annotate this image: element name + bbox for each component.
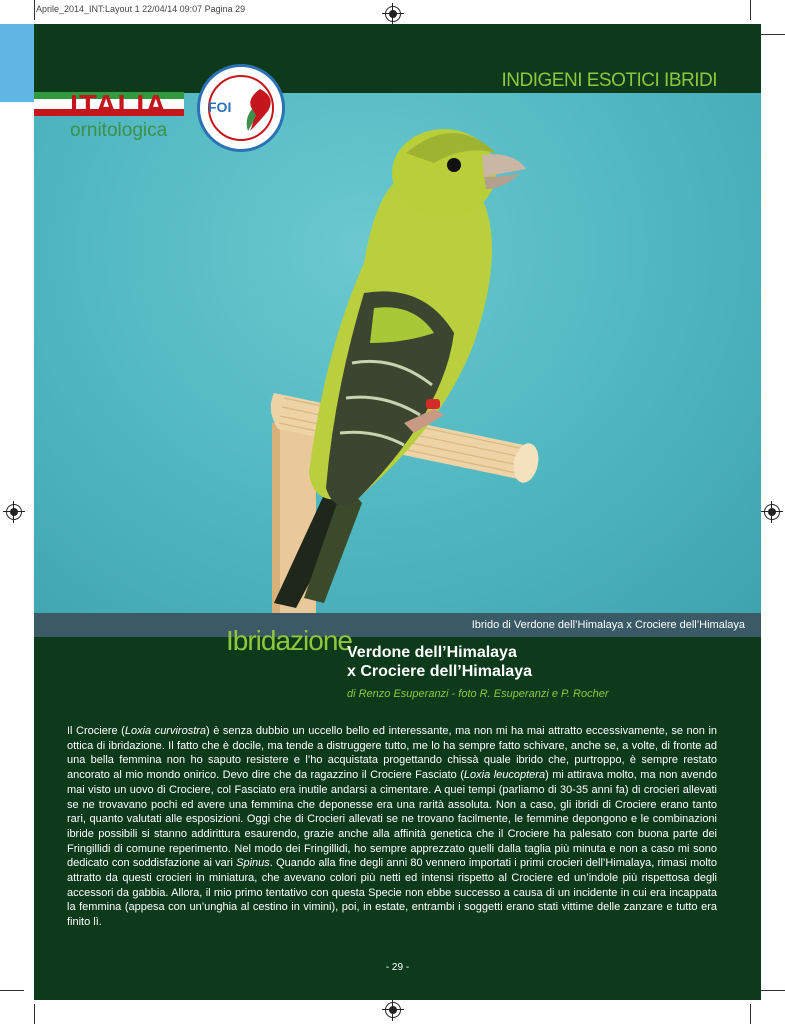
registration-mark-icon <box>385 1002 401 1018</box>
headline-line-2: x Crociere dell’Himalaya <box>347 663 532 680</box>
scientific-name: Spinus <box>236 857 270 870</box>
scientific-name: Loxia leucoptera <box>463 769 546 782</box>
crop-mark <box>34 0 35 20</box>
article-headline <box>347 643 727 681</box>
registration-mark-icon <box>764 504 780 520</box>
headline-line-1: Verdone dell’Himalaya <box>347 644 517 661</box>
article-body: Il Crociere (Loxia curvirostra) è senza dubbio un uccello bello ed interessante, ma non mi ha mai attratto eccessivamente, se non in ottica di ibridazione. Il fatto che è docile, ma tende a distruggere tutto, me lo ha sempre fatto schivare, anche se, a volte, di fronte ad una bella femmina non ho saputo resistere e l’ho acquistata progettando chissà quale ibrido che, purtroppo, è sempre restato ancorato al mio mondo onirico. Devo dire che da ragazzino il Crociere Fasciato (Loxia leucoptera) mi attirava molto, ma non avendo mai visto un uovo di Crociere, col Fasciato era inutile andarsi a cimentare. A quei tempi (parliamo di 30-35 anni fa) di crocieri allevati se ne trovavano pochi ed avere una femmina che deponesse era una rarità assoluta. Non a caso, gli ibridi di Crociere erano tanto rari, quanto valutati alle esposizioni. Oggi che di Crocieri allevati se ne trovano facilmente, le femmine depongono e le combinazioni ibride possibili si stanno addirittura esaurendo, grazie anche alla affinità genetica che il Crociere ha palesato con buona parte dei Fringillidi di comune reperimento. Nel modo dei Fringillidi, ho sempre apprezzato quelli dalla taglia più minuta e non a caso mi sono dedicato con soddisfazione ai vari Spinus. Quando alla fine degli anni 80 vennero importati i primi crocieri dell’Himalaya, rimasi molto attratto da questi crocieri in miniatura, che avevano colori più netti ed intensi rispetto al Crociere ed un’indole più rispettosa degli accessori da gabbia. Allora, il mio primo tentativo con questa Specie non ebbe successo a causa di un incidente in cui era incappata la femmina (appesa con un’unghia al cestino in vimini), poi, in estate, entrambi i soggetti erano stati vittime delle zanzare e tutto era finito lì. <box>67 725 718 929</box>
bird-eye <box>447 158 461 172</box>
page-number: - 29 - <box>385 962 410 973</box>
section-title: INDIGENI ESOTICI IBRIDI <box>501 70 717 91</box>
bird-photo <box>34 93 761 613</box>
seal-text: FOI <box>208 99 232 115</box>
bird-emblem-icon <box>242 87 276 133</box>
crop-mark <box>750 1004 751 1024</box>
foi-seal-icon <box>197 64 285 152</box>
magazine-page <box>34 24 761 1000</box>
logo-subword: ornitologica <box>70 120 168 141</box>
color-tab <box>0 24 34 102</box>
crop-mark <box>761 34 785 35</box>
scientific-name: Loxia curvirostra <box>124 725 207 737</box>
crop-mark <box>34 1004 35 1024</box>
photo-caption: Ibrido di Verdone dell’Himalaya x Crociere dell’Himalaya <box>34 613 761 637</box>
crop-mark <box>761 990 785 991</box>
logo-word: ITALIA <box>70 90 168 122</box>
crop-mark <box>750 0 751 20</box>
leg-ring <box>426 399 440 409</box>
print-slug: Aprile_2014_INT:Layout 1 22/04/14 09:07 Pagina 29 <box>36 4 246 14</box>
crop-mark <box>0 990 24 991</box>
registration-mark-icon <box>385 6 401 22</box>
article-byline: di Renzo Esuperanzi - foto R. Esuperanzi e P. Rocher <box>347 688 609 700</box>
article-kicker: Ibridazione <box>226 625 352 656</box>
bird-illustration <box>34 93 761 613</box>
registration-mark-icon <box>6 504 22 520</box>
